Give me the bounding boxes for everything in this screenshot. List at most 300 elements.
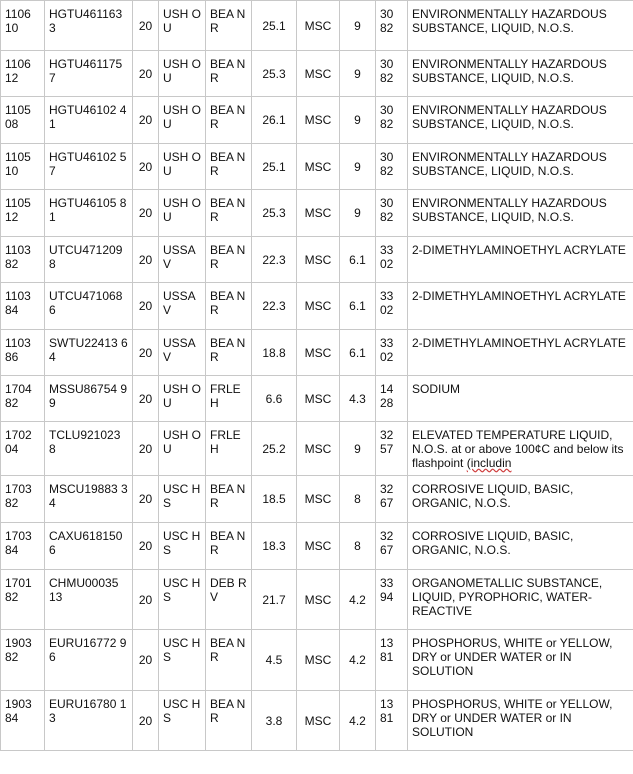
origin-port-cell (159, 283, 206, 330)
quantity-cell (133, 570, 159, 630)
description-cell (408, 330, 633, 376)
un-number-cell (376, 476, 408, 523)
origin-port-text: USH OU (163, 57, 202, 85)
row-code-cell (1, 691, 45, 751)
quantity-text: 20 (138, 252, 153, 267)
row-code-cell (1, 51, 45, 97)
container-number-text: HGTU461163 3 (49, 7, 123, 35)
row-code-cell (1, 376, 45, 422)
container-number-text: TCLU921023 8 (49, 428, 121, 456)
row-code-cell (1, 190, 45, 237)
table-row (1, 97, 633, 144)
carrier-cell (297, 237, 340, 283)
destination-port-text: BEA NR (210, 482, 246, 510)
origin-port-cell (159, 630, 206, 691)
quantity-text: 20 (138, 113, 153, 127)
row-code-text: 1103 86 (5, 336, 31, 364)
quantity-cell (133, 523, 159, 570)
weight-text: 3.8 (265, 713, 283, 728)
un-number-text: 33 02 (380, 336, 394, 364)
table-row (1, 237, 633, 283)
un-number-cell (376, 190, 408, 237)
un-number-cell (376, 237, 408, 283)
destination-port-cell (206, 330, 252, 376)
quantity-text: 20 (138, 299, 153, 313)
hazard-class-cell (340, 691, 376, 751)
table-body (1, 1, 633, 751)
table-row (1, 51, 633, 97)
un-number-cell (376, 144, 408, 190)
un-number-text: 30 82 (380, 7, 394, 35)
un-number-cell (376, 570, 408, 630)
origin-port-text: USC HS (163, 576, 201, 604)
description-cell (408, 190, 633, 237)
hazard-class-text: 4.2 (349, 592, 366, 607)
container-number-cell (45, 330, 133, 376)
hazard-class-cell (340, 570, 376, 630)
row-code-cell (1, 523, 45, 570)
description-cell (408, 237, 633, 283)
weight-cell (252, 523, 297, 570)
hazard-class-text: 4.3 (349, 391, 366, 406)
origin-port-text: USH OU (163, 7, 202, 35)
hazard-class-cell (340, 190, 376, 237)
destination-port-cell (206, 97, 252, 144)
carrier-cell (297, 570, 340, 630)
destination-port-cell (206, 422, 252, 476)
container-number-text: MSCU19883 34 (49, 482, 128, 510)
row-code-text: 1703 84 (5, 529, 32, 557)
un-number-text: 32 57 (380, 428, 394, 456)
description-text: ENVIRONMENTALLY HAZARDOUS SUBSTANCE, LIQUID, N.O.S. (412, 7, 607, 35)
un-number-text: 30 82 (380, 150, 394, 178)
table-row (1, 523, 633, 570)
container-number-text: HGTU461175 7 (49, 57, 123, 85)
hazard-class-text: 9 (354, 441, 361, 456)
origin-port-cell (159, 570, 206, 630)
description-cell (408, 630, 633, 691)
destination-port-cell (206, 630, 252, 691)
carrier-cell (297, 523, 340, 570)
quantity-cell (133, 144, 159, 190)
description-text: ORGANOMETALLIC SUBSTANCE, LIQUID, PYROPHORIC, WATER-REACTIVE (412, 576, 603, 618)
weight-cell (252, 144, 297, 190)
container-number-cell (45, 1, 133, 51)
container-number-text: SWTU22413 64 (49, 336, 128, 364)
table-row (1, 1, 633, 51)
un-number-cell (376, 1, 408, 51)
container-number-cell (45, 476, 133, 523)
row-code-cell (1, 237, 45, 283)
un-number-text: 13 81 (380, 697, 394, 725)
carrier-cell (297, 691, 340, 751)
hazard-class-text: 8 (354, 492, 361, 506)
container-number-text: HGTU46105 81 (49, 196, 127, 224)
container-number-text: UTCU471068 6 (49, 289, 123, 317)
quantity-text: 20 (138, 345, 153, 360)
carrier-text: MSC (304, 66, 332, 81)
quantity-cell (133, 190, 159, 237)
weight-text: 25.3 (262, 206, 286, 220)
quantity-text: 20 (138, 391, 153, 406)
origin-port-cell (159, 51, 206, 97)
row-code-text: 1701 82 (5, 576, 32, 604)
quantity-cell (133, 1, 159, 51)
description-cell (408, 51, 633, 97)
un-number-text: 13 81 (380, 636, 394, 664)
weight-cell (252, 422, 297, 476)
quantity-cell (133, 476, 159, 523)
hazard-class-text: 9 (354, 66, 361, 81)
description-cell (408, 283, 633, 330)
container-number-cell (45, 97, 133, 144)
un-number-cell (376, 376, 408, 422)
hazard-class-text: 6.1 (349, 345, 366, 360)
description-cell (408, 97, 633, 144)
origin-port-cell (159, 476, 206, 523)
un-number-cell (376, 51, 408, 97)
weight-text: 6.6 (265, 391, 283, 406)
destination-port-text: BEA NR (210, 289, 246, 317)
hazard-class-cell (340, 523, 376, 570)
quantity-text: 20 (138, 441, 153, 456)
destination-port-cell (206, 476, 252, 523)
destination-port-text: FRLE H (210, 382, 241, 410)
destination-port-text: BEA NR (210, 57, 246, 85)
row-code-cell (1, 330, 45, 376)
hazard-class-text: 9 (354, 113, 361, 127)
quantity-cell (133, 376, 159, 422)
carrier-cell (297, 51, 340, 97)
carrier-text: MSC (304, 299, 332, 313)
description-text: 2-DIMETHYLAMINOETHYL ACRYLATE (412, 243, 626, 257)
weight-text: 22.3 (262, 299, 286, 313)
origin-port-cell (159, 1, 206, 51)
destination-port-text: FRLE H (210, 428, 241, 456)
quantity-cell (133, 330, 159, 376)
quantity-text: 20 (138, 592, 153, 607)
weight-cell (252, 630, 297, 691)
destination-port-text: BEA NR (210, 243, 246, 271)
weight-cell (252, 237, 297, 283)
description-text: SODIUM (412, 382, 460, 396)
description-cell (408, 422, 633, 476)
destination-port-text: DEB RV (210, 576, 247, 604)
hazard-class-text: 4.2 (349, 653, 366, 667)
table-row (1, 144, 633, 190)
weight-cell (252, 1, 297, 51)
table-row (1, 422, 633, 476)
hazard-class-cell (340, 330, 376, 376)
destination-port-text: BEA NR (210, 196, 246, 224)
quantity-text: 20 (138, 18, 153, 33)
hazard-class-cell (340, 283, 376, 330)
origin-port-text: USH OU (163, 382, 202, 410)
origin-port-text: USH OU (163, 150, 202, 178)
origin-port-cell (159, 376, 206, 422)
carrier-cell (297, 283, 340, 330)
quantity-text: 20 (138, 159, 153, 174)
carrier-cell (297, 1, 340, 51)
carrier-cell (297, 376, 340, 422)
origin-port-cell (159, 190, 206, 237)
weight-text: 25.2 (262, 441, 286, 456)
carrier-cell (297, 330, 340, 376)
destination-port-cell (206, 51, 252, 97)
description-text: ELEVATED TEMPERATURE LIQUID, N.O.S. at or above 100¢C and below its flashpoint (412, 428, 624, 470)
table-row (1, 330, 633, 376)
weight-cell (252, 476, 297, 523)
hazard-class-text: 9 (354, 18, 361, 33)
description-text: 2-DIMETHYLAMINOETHYL ACRYLATE (412, 336, 626, 350)
origin-port-cell (159, 144, 206, 190)
row-code-text: 1103 84 (5, 289, 31, 317)
un-number-text: 32 67 (380, 529, 394, 557)
un-number-text: 30 82 (380, 196, 394, 224)
container-number-cell (45, 630, 133, 691)
weight-cell (252, 51, 297, 97)
un-number-text: 33 02 (380, 243, 394, 271)
carrier-cell (297, 97, 340, 144)
quantity-cell (133, 283, 159, 330)
row-code-cell (1, 144, 45, 190)
row-code-cell (1, 570, 45, 630)
carrier-text: MSC (304, 441, 332, 456)
origin-port-text: USC HS (163, 697, 201, 725)
un-number-text: 14 28 (380, 382, 394, 410)
container-number-cell (45, 51, 133, 97)
hazard-class-cell (340, 376, 376, 422)
origin-port-cell (159, 97, 206, 144)
origin-port-text: USC HS (163, 636, 201, 664)
hazard-class-text: 6.1 (349, 299, 366, 313)
description-cell (408, 570, 633, 630)
destination-port-cell (206, 190, 252, 237)
container-number-cell (45, 237, 133, 283)
row-code-text: 1106 12 (5, 57, 31, 85)
origin-port-text: USH OU (163, 428, 202, 456)
carrier-text: MSC (304, 345, 332, 360)
carrier-cell (297, 144, 340, 190)
destination-port-cell (206, 237, 252, 283)
quantity-cell (133, 237, 159, 283)
table-row (1, 691, 633, 751)
container-number-cell (45, 283, 133, 330)
quantity-text: 20 (138, 66, 153, 81)
container-number-text: UTCU471209 8 (49, 243, 123, 271)
destination-port-text: BEA NR (210, 103, 246, 131)
row-code-text: 1704 82 (5, 382, 32, 410)
description-cell (408, 691, 633, 751)
weight-text: 18.8 (262, 345, 286, 360)
destination-port-cell (206, 691, 252, 751)
container-number-text: EURU16772 96 (49, 636, 127, 664)
un-number-text: 33 02 (380, 289, 394, 317)
container-number-text: EURU16780 13 (49, 697, 127, 725)
quantity-cell (133, 422, 159, 476)
weight-cell (252, 283, 297, 330)
hazard-class-text: 8 (354, 539, 361, 553)
weight-text: 18.3 (262, 539, 286, 553)
table-row (1, 630, 633, 691)
hazard-class-cell (340, 1, 376, 51)
description-text: CORROSIVE LIQUID, BASIC, ORGANIC, N.O.S. (412, 529, 574, 557)
carrier-cell (297, 422, 340, 476)
carrier-text: MSC (304, 206, 332, 220)
destination-port-text: BEA NR (210, 697, 246, 725)
destination-port-cell (206, 144, 252, 190)
weight-text: 22.3 (262, 252, 286, 267)
description-text: 2-DIMETHYLAMINOETHYL ACRYLATE (412, 289, 626, 303)
un-number-cell (376, 630, 408, 691)
container-number-text: HGTU46102 41 (49, 103, 127, 131)
quantity-text: 20 (138, 713, 153, 728)
carrier-text: MSC (304, 252, 332, 267)
weight-cell (252, 376, 297, 422)
carrier-cell (297, 190, 340, 237)
row-code-text: 1105 10 (5, 150, 31, 178)
row-code-cell (1, 283, 45, 330)
row-code-text: 1903 82 (5, 636, 32, 664)
row-code-text: 1106 10 (5, 7, 31, 35)
un-number-text: 30 82 (380, 103, 394, 131)
un-number-cell (376, 283, 408, 330)
description-cell (408, 476, 633, 523)
container-number-cell (45, 190, 133, 237)
row-code-text: 1903 84 (5, 697, 32, 725)
hazard-class-cell (340, 51, 376, 97)
carrier-text: MSC (304, 713, 332, 728)
un-number-text: 30 82 (380, 57, 394, 85)
hazard-class-text: 4.2 (349, 713, 366, 728)
destination-port-text: BEA NR (210, 336, 246, 364)
origin-port-text: USH OU (163, 196, 202, 224)
row-code-cell (1, 422, 45, 476)
table-row (1, 376, 633, 422)
description-cell (408, 144, 633, 190)
table-row (1, 570, 633, 630)
destination-port-text: BEA NR (210, 150, 246, 178)
row-code-cell (1, 476, 45, 523)
carrier-text: MSC (304, 592, 332, 607)
description-text: CORROSIVE LIQUID, BASIC, ORGANIC, N.O.S. (412, 482, 574, 510)
hazard-class-cell (340, 97, 376, 144)
weight-text: 26.1 (262, 113, 286, 127)
description-cell (408, 376, 633, 422)
weight-cell (252, 330, 297, 376)
un-number-cell (376, 330, 408, 376)
quantity-text: 20 (138, 206, 153, 220)
destination-port-cell (206, 376, 252, 422)
quantity-cell (133, 97, 159, 144)
hazard-class-text: 9 (354, 206, 361, 220)
weight-text: 4.5 (265, 653, 283, 667)
row-code-cell (1, 1, 45, 51)
hazard-class-text: 6.1 (349, 252, 366, 267)
carrier-text: MSC (304, 159, 332, 174)
un-number-cell (376, 523, 408, 570)
hazard-class-cell (340, 476, 376, 523)
container-number-cell (45, 523, 133, 570)
quantity-cell (133, 51, 159, 97)
un-number-text: 33 94 (380, 576, 394, 604)
weight-text: 18.5 (262, 492, 286, 506)
origin-port-text: USC HS (163, 482, 201, 510)
row-code-text: 1702 04 (5, 428, 32, 456)
row-code-cell (1, 97, 45, 144)
description-text: ENVIRONMENTALLY HAZARDOUS SUBSTANCE, LIQUID, N.O.S. (412, 57, 607, 85)
description-cell (408, 1, 633, 51)
table-row (1, 476, 633, 523)
quantity-cell (133, 691, 159, 751)
row-code-text: 1703 82 (5, 482, 32, 510)
container-number-cell (45, 691, 133, 751)
quantity-cell (133, 630, 159, 691)
description-text: ENVIRONMENTALLY HAZARDOUS SUBSTANCE, LIQUID, N.O.S. (412, 196, 607, 224)
container-number-cell (45, 144, 133, 190)
carrier-text: MSC (304, 391, 332, 406)
weight-text: 21.7 (262, 592, 286, 607)
origin-port-text: USSA V (163, 289, 196, 317)
container-number-text: CAXU618150 6 (49, 529, 123, 557)
hazard-class-cell (340, 422, 376, 476)
container-number-cell (45, 422, 133, 476)
carrier-text: MSC (304, 18, 332, 33)
container-number-text: HGTU46102 57 (49, 150, 127, 178)
table-row (1, 190, 633, 237)
carrier-text: MSC (304, 653, 332, 667)
container-number-text: MSSU86754 99 (49, 382, 128, 410)
description-text: PHOSPHORUS, WHITE or YELLOW, DRY or UNDER WATER or IN SOLUTION (412, 636, 613, 678)
destination-port-cell (206, 570, 252, 630)
quantity-text: 20 (138, 539, 153, 553)
description-text: PHOSPHORUS, WHITE or YELLOW, DRY or UNDER WATER or IN SOLUTION (412, 697, 613, 739)
origin-port-text: USH OU (163, 103, 202, 131)
un-number-cell (376, 691, 408, 751)
hazard-class-cell (340, 630, 376, 691)
carrier-text: MSC (304, 113, 332, 127)
destination-port-text: BEA NR (210, 636, 246, 664)
weight-text: 25.1 (262, 159, 286, 174)
origin-port-text: USC HS (163, 529, 201, 557)
hazard-class-cell (340, 144, 376, 190)
un-number-text: 32 67 (380, 482, 394, 510)
quantity-text: 20 (138, 653, 153, 667)
origin-port-text: USSA V (163, 243, 196, 271)
origin-port-cell (159, 237, 206, 283)
origin-port-cell (159, 330, 206, 376)
origin-port-cell (159, 523, 206, 570)
un-number-cell (376, 97, 408, 144)
quantity-text: 20 (138, 492, 153, 506)
container-number-cell (45, 376, 133, 422)
description-text: ENVIRONMENTALLY HAZARDOUS SUBSTANCE, LIQUID, N.O.S. (412, 103, 607, 131)
destination-port-cell (206, 1, 252, 51)
row-code-text: 1105 12 (5, 196, 31, 224)
container-number-text: CHMU00035 13 (49, 576, 119, 604)
carrier-cell (297, 476, 340, 523)
origin-port-cell (159, 422, 206, 476)
weight-text: 25.3 (262, 66, 286, 81)
description-cell (408, 523, 633, 570)
weight-cell (252, 570, 297, 630)
row-code-cell (1, 630, 45, 691)
destination-port-text: BEA NR (210, 529, 246, 557)
destination-port-cell (206, 523, 252, 570)
destination-port-cell (206, 283, 252, 330)
weight-cell (252, 691, 297, 751)
description-tail-text: (includin (466, 456, 512, 470)
